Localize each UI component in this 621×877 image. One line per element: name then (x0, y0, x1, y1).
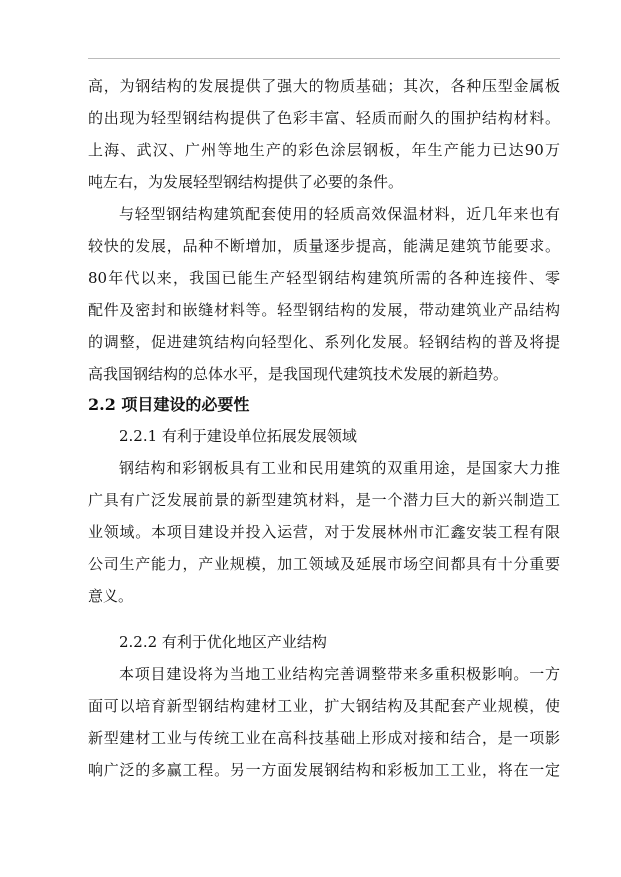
text-line: 业领域。本项目建设并投入运营，对于发展林州市汇鑫安装工程有限 (88, 523, 560, 541)
text-line: 面可以培育新型钢结构建材工业，扩大钢结构及其配套产业规模，使 (88, 697, 560, 715)
text-line: 公司生产能力，产业规模，加工领域及延展市场空间都具有十分重要 (88, 555, 560, 573)
spacer (88, 612, 560, 626)
text-line: 的出现为轻型钢结构提供了色彩丰富、轻质而耐久的围护结构材料。 (88, 109, 560, 127)
text-line: 高我国钢结构的总体水平，是我国现代建筑技术发展的新趋势。 (88, 365, 509, 383)
paragraph-light-steel-materials (88, 70, 560, 198)
text-line: 广具有广泛发展前景的新型建筑材料，是一个潜力巨大的新兴制造工 (88, 491, 560, 509)
text-line: 意义。 (88, 587, 134, 605)
text-line: 高，为钢结构的发展提供了强大的物质基础；其次，各种压型金属板 (88, 77, 560, 95)
section-heading: 2.2 项目建设的必要性 (88, 395, 250, 414)
document-body (88, 70, 560, 786)
subsection-heading: 2.2.1 有利于建设单位拓展发展领域 (119, 427, 357, 445)
text-line: 80年代以来，我国已能生产轻型钢结构建筑所需的各种连接件、零 (88, 269, 560, 287)
text-line: 本项目建设将为当地工业结构完善调整带来多重积极影响。一方 (119, 665, 560, 683)
text-line: 响广泛的多赢工程。另一方面发展钢结构和彩板加工工业，将在一定 (88, 761, 560, 779)
text-line: 新型建材工业与传统工业在高科技基础上形成对接和结合，是一项影 (88, 729, 560, 747)
paragraph-expand-business (88, 452, 560, 612)
header-rule (88, 58, 560, 59)
paragraph-optimize-industry (88, 658, 560, 786)
text-line: 配件及密封和嵌缝材料等。轻型钢结构的发展，带动建筑业产品结构 (88, 301, 560, 319)
text-line: 较快的发展，品种不断增加，质量逐步提高，能满足建筑节能要求。 (88, 237, 560, 255)
subsection-heading: 2.2.2 有利于优化地区产业结构 (119, 633, 327, 651)
text-line: 上海、武汉、广州等地生产的彩色涂层钢板，年生产能力已达90万 (88, 141, 560, 159)
text-line: 钢结构和彩钢板具有工业和民用建筑的双重用途，是国家大力推 (119, 459, 560, 477)
text-line: 的调整，促进建筑结构向轻型化、系列化发展。轻钢结构的普及将提 (88, 333, 560, 351)
text-line: 与轻型钢结构建筑配套使用的轻质高效保温材料，近几年来也有 (119, 205, 560, 223)
text-line: 吨左右，为发展轻型钢结构提供了必要的条件。 (88, 173, 404, 191)
paragraph-insulation-materials (88, 198, 560, 390)
